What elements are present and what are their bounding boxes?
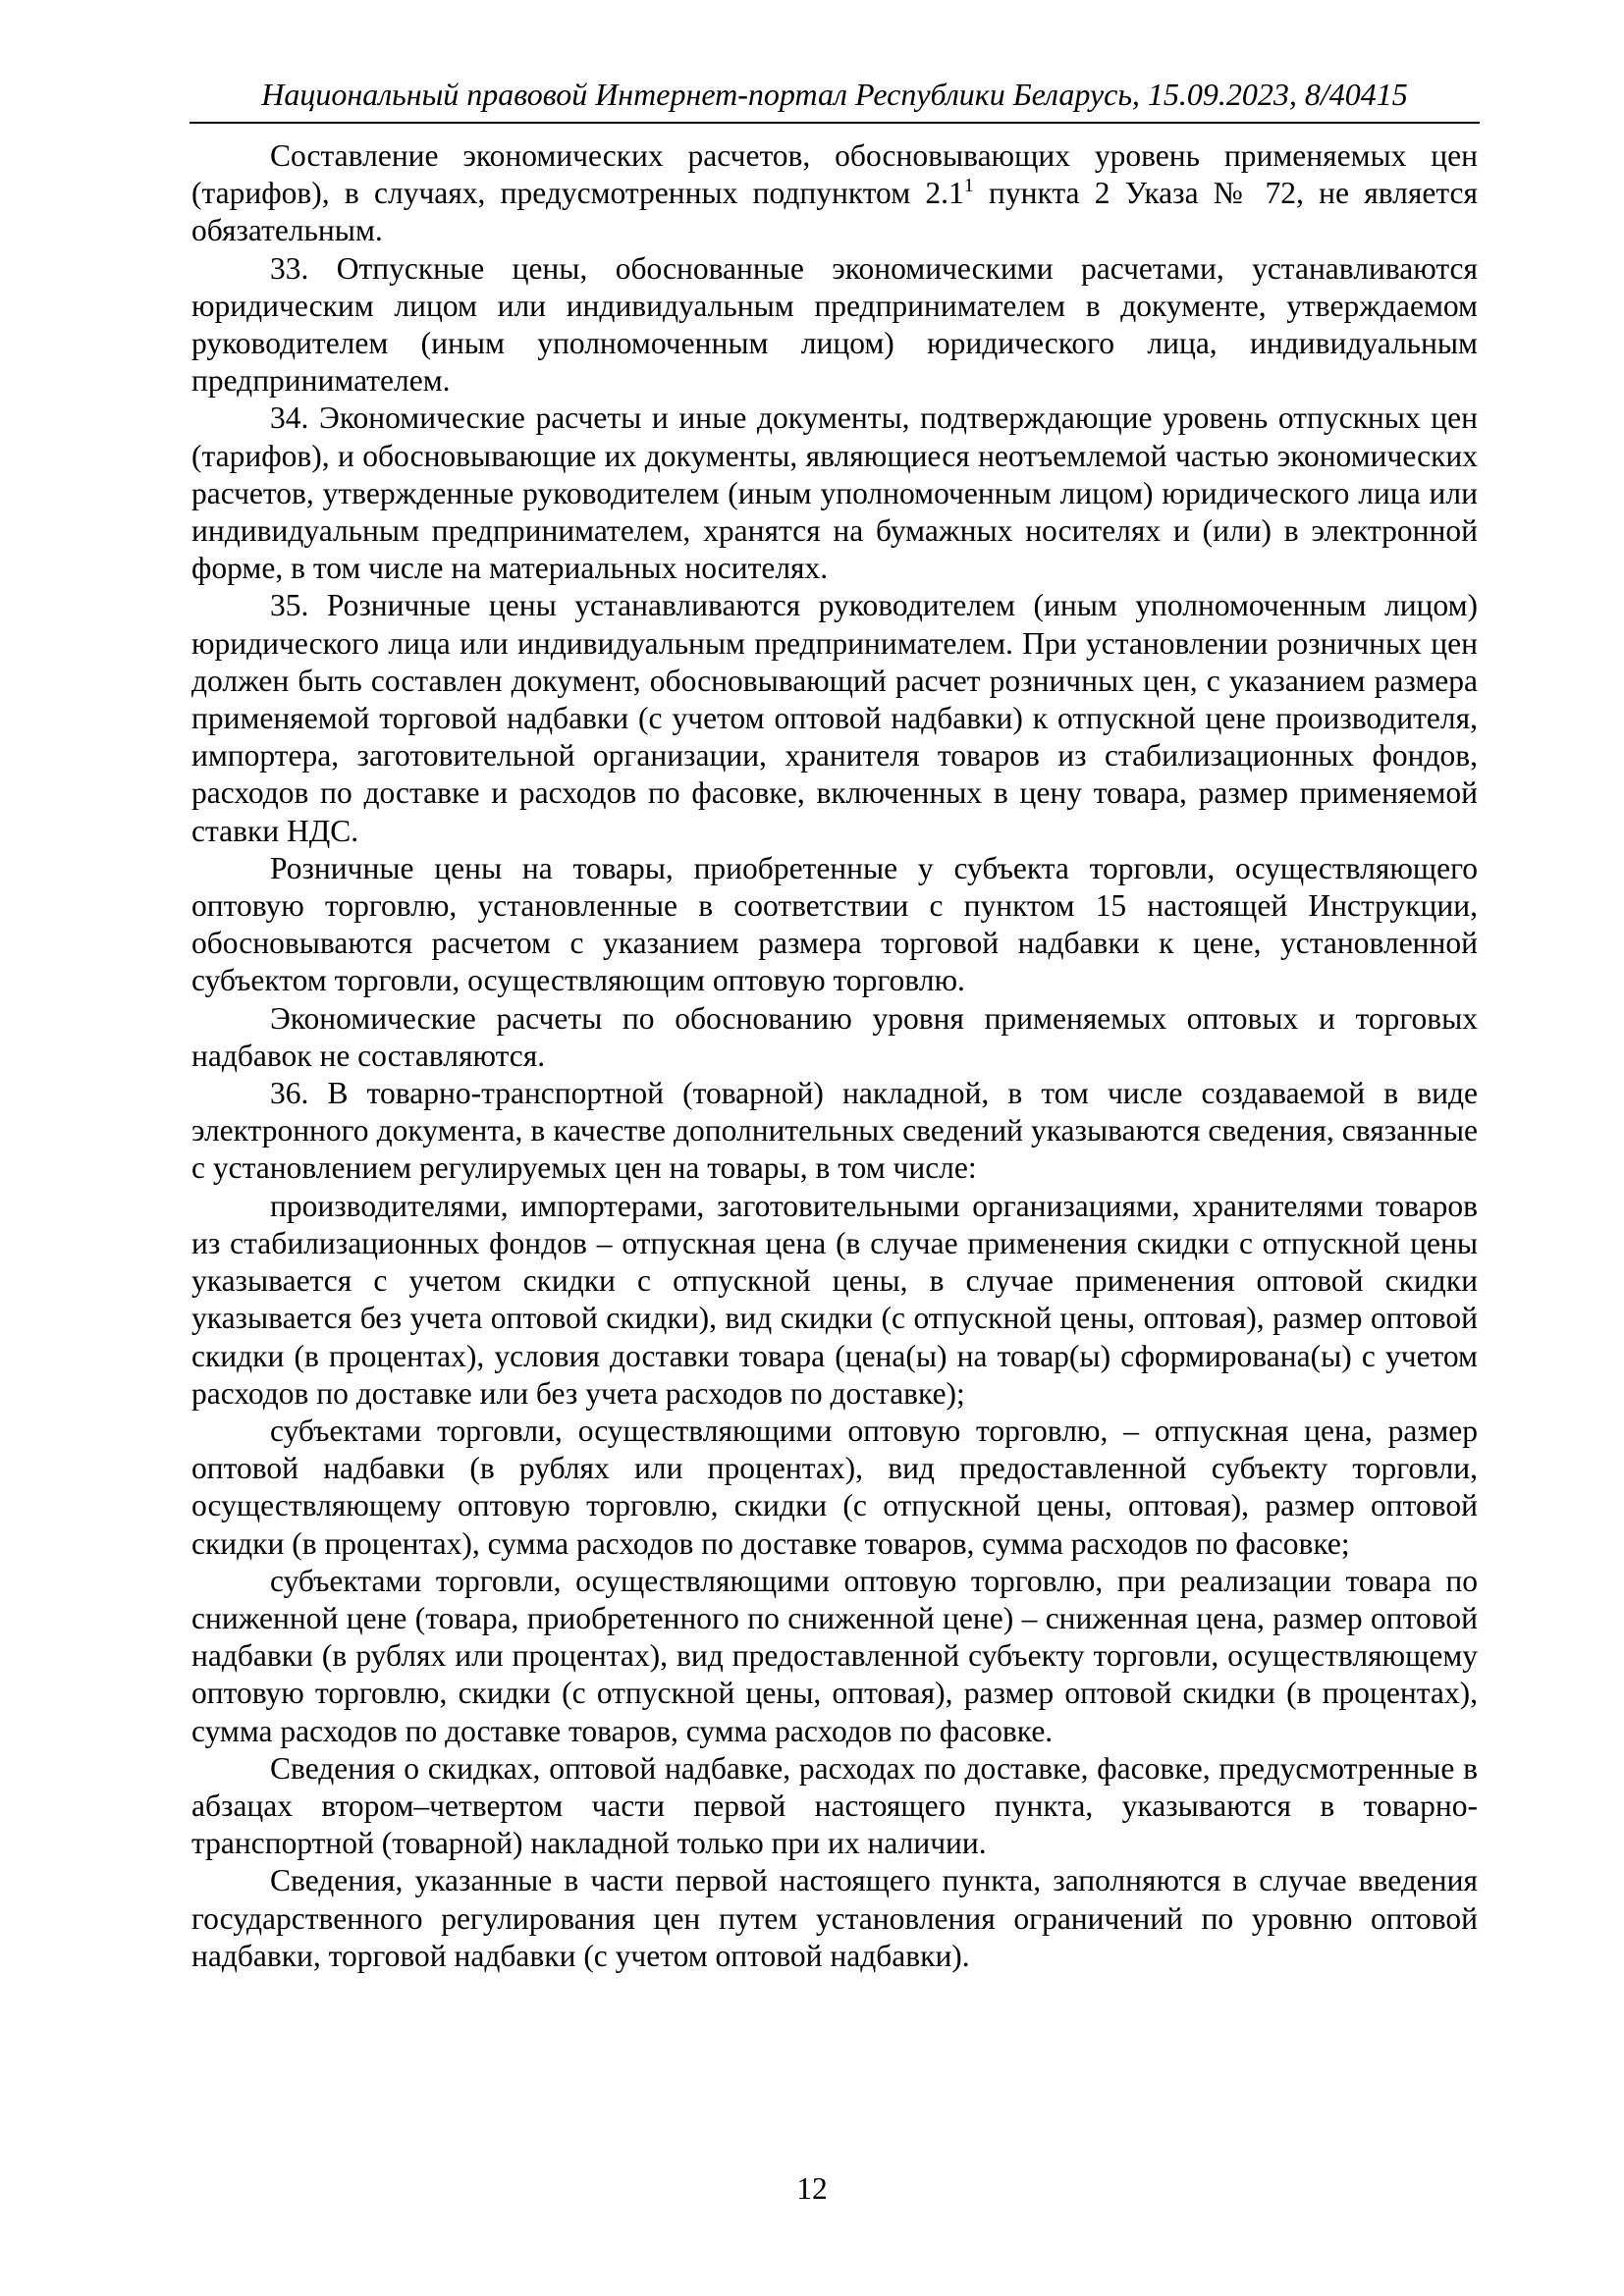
paragraph-wholesale-traders: субъектами торговли, осуществляющими оптовую торговлю, – отпускная цена, размер оптовой надбавки (в рублях или процентах), вид предоставленной субъекту торговли, осуществляющему оптовую торговлю, скидки (с отпускной цены, оптовая), размер оптовой скидки (в процентах), сумма расходов по доставке товаров, сумма расходов по фасовке; <box>191 1413 1478 1561</box>
document-body <box>191 137 1478 1975</box>
paragraph-producers: производителями, импортерами, заготовительными организациями, хранителями товаров из стабилизационных фондов – отпускная цена (в случае применения скидки с отпускной цены указывается с учетом скидки с отпускной цены, в случае применения оптовой скидки указывается без учета оптовой скидки), вид скидки (с отпускной цены, оптовая), размер оптовой скидки (в процентах), условия доставки товара (цена(ы) на товар(ы) сформирована(ы) с учетом расходов по доставке или без учета расходов по доставке); <box>191 1188 1478 1411</box>
paragraph-item-33: 33. Отпускные цены, обоснованные экономическими расчетами, устанавливаются юридическим лицом или индивидуальным предпринимателем в документе, утверждаемом руководителем (иным уполномоченным лицом) юридического лица, индивидуальным предпринимателем. <box>191 250 1478 399</box>
paragraph-discount-info: Сведения о скидках, оптовой надбавке, расходах по доставке, фасовке, предусмотренные в абзацах втором–четвертом части первой настоящего пункта, указываются в товарно-транспортной (товарной) накладной только при их наличии. <box>191 1750 1478 1861</box>
paragraph-reduced-price: субъектами торговли, осуществляющими оптовую торговлю, при реализации товара по сниженной цене (товара, приобретенного по сниженной цене) – сниженная цена, размер оптовой надбавки (в рублях или процентах), вид предоставленной субъекту торговли, осуществляющему оптовую торговлю, скидки (с отпускной цены, оптовая), размер оптовой скидки (в процентах), сумма расходов по доставке товаров, сумма расходов по фасовке. <box>191 1563 1478 1748</box>
paragraph-item-34: 34. Экономические расчеты и иные документы, подтверждающие уровень отпускных цен (тарифов), и обосновывающие их документы, являющиеся неотъемлемой частью экономических расчетов, утвержденные руководителем (иным уполномоченным лицом) юридического лица или индивидуальным предпринимателем, хранятся на бумажных носителях и (или) в электронной форме, в том числе на материальных носителях. <box>191 400 1478 586</box>
paragraph-markups-not-calculated: Экономические расчеты по обоснованию уровня применяемых оптовых и торговых надбавок не составляются. <box>191 1000 1478 1073</box>
paragraph-text-part: пункта 2 Указа № 72, не является обязательным. <box>191 176 1478 248</box>
page-number: 12 <box>796 2171 828 2206</box>
paragraph-economic-calculations <box>191 137 1478 250</box>
paragraph-retail-prices: Розничные цены на товары, приобретенные у субъекта торговли, осуществляющего оптовую торговлю, установленные в соответствии с пунктом 15 настоящей Инструкции, обосновываются расчетом с указанием размера торговой надбавки к цене, установленной субъектом торговли, осуществляющим оптовую торговлю. <box>191 850 1478 998</box>
paragraph-item-36: 36. В товарно-транспортной (товарной) накладной, в том числе создаваемой в виде электронного документа, в качестве дополнительных сведений указываются сведения, связанные с установлением регулируемых цен на товары, в том числе: <box>191 1076 1478 1186</box>
document-source-header: Национальный правовой Интернет-портал Республики Беларусь, 15.09.2023, 8/40415 <box>261 77 1408 112</box>
superscript-index: 1 <box>963 175 974 197</box>
paragraph-text-part: Составление экономических расчетов, обосновывающих уровень применяемых цен (тарифов), в случаях, предусмотренных подпунктом 2.1 <box>191 138 1478 211</box>
paragraph-state-regulation: Сведения, указанные в части первой настоящего пункта, заполняются в случае введения государственного регулирования цен путем установления ограничений по уровню оптовой надбавки, торговой надбавки (с учетом оптовой надбавки). <box>191 1863 1478 1973</box>
paragraph-item-35: 35. Розничные цены устанавливаются руководителем (иным уполномоченным лицом) юридического лица или индивидуальным предпринимателем. При установлении розничных цен должен быть составлен документ, обосновывающий расчет розничных цен, с указанием размера применяемой торговой надбавки (с учетом оптовой надбавки) к отпускной цене производителя, импортера, заготовительной организации, хранителя товаров из стабилизационных фондов, расходов по доставке и расходов по фасовке, включенных в цену товара, размер применяемой ставки НДС. <box>191 588 1478 848</box>
header-divider <box>189 122 1480 124</box>
